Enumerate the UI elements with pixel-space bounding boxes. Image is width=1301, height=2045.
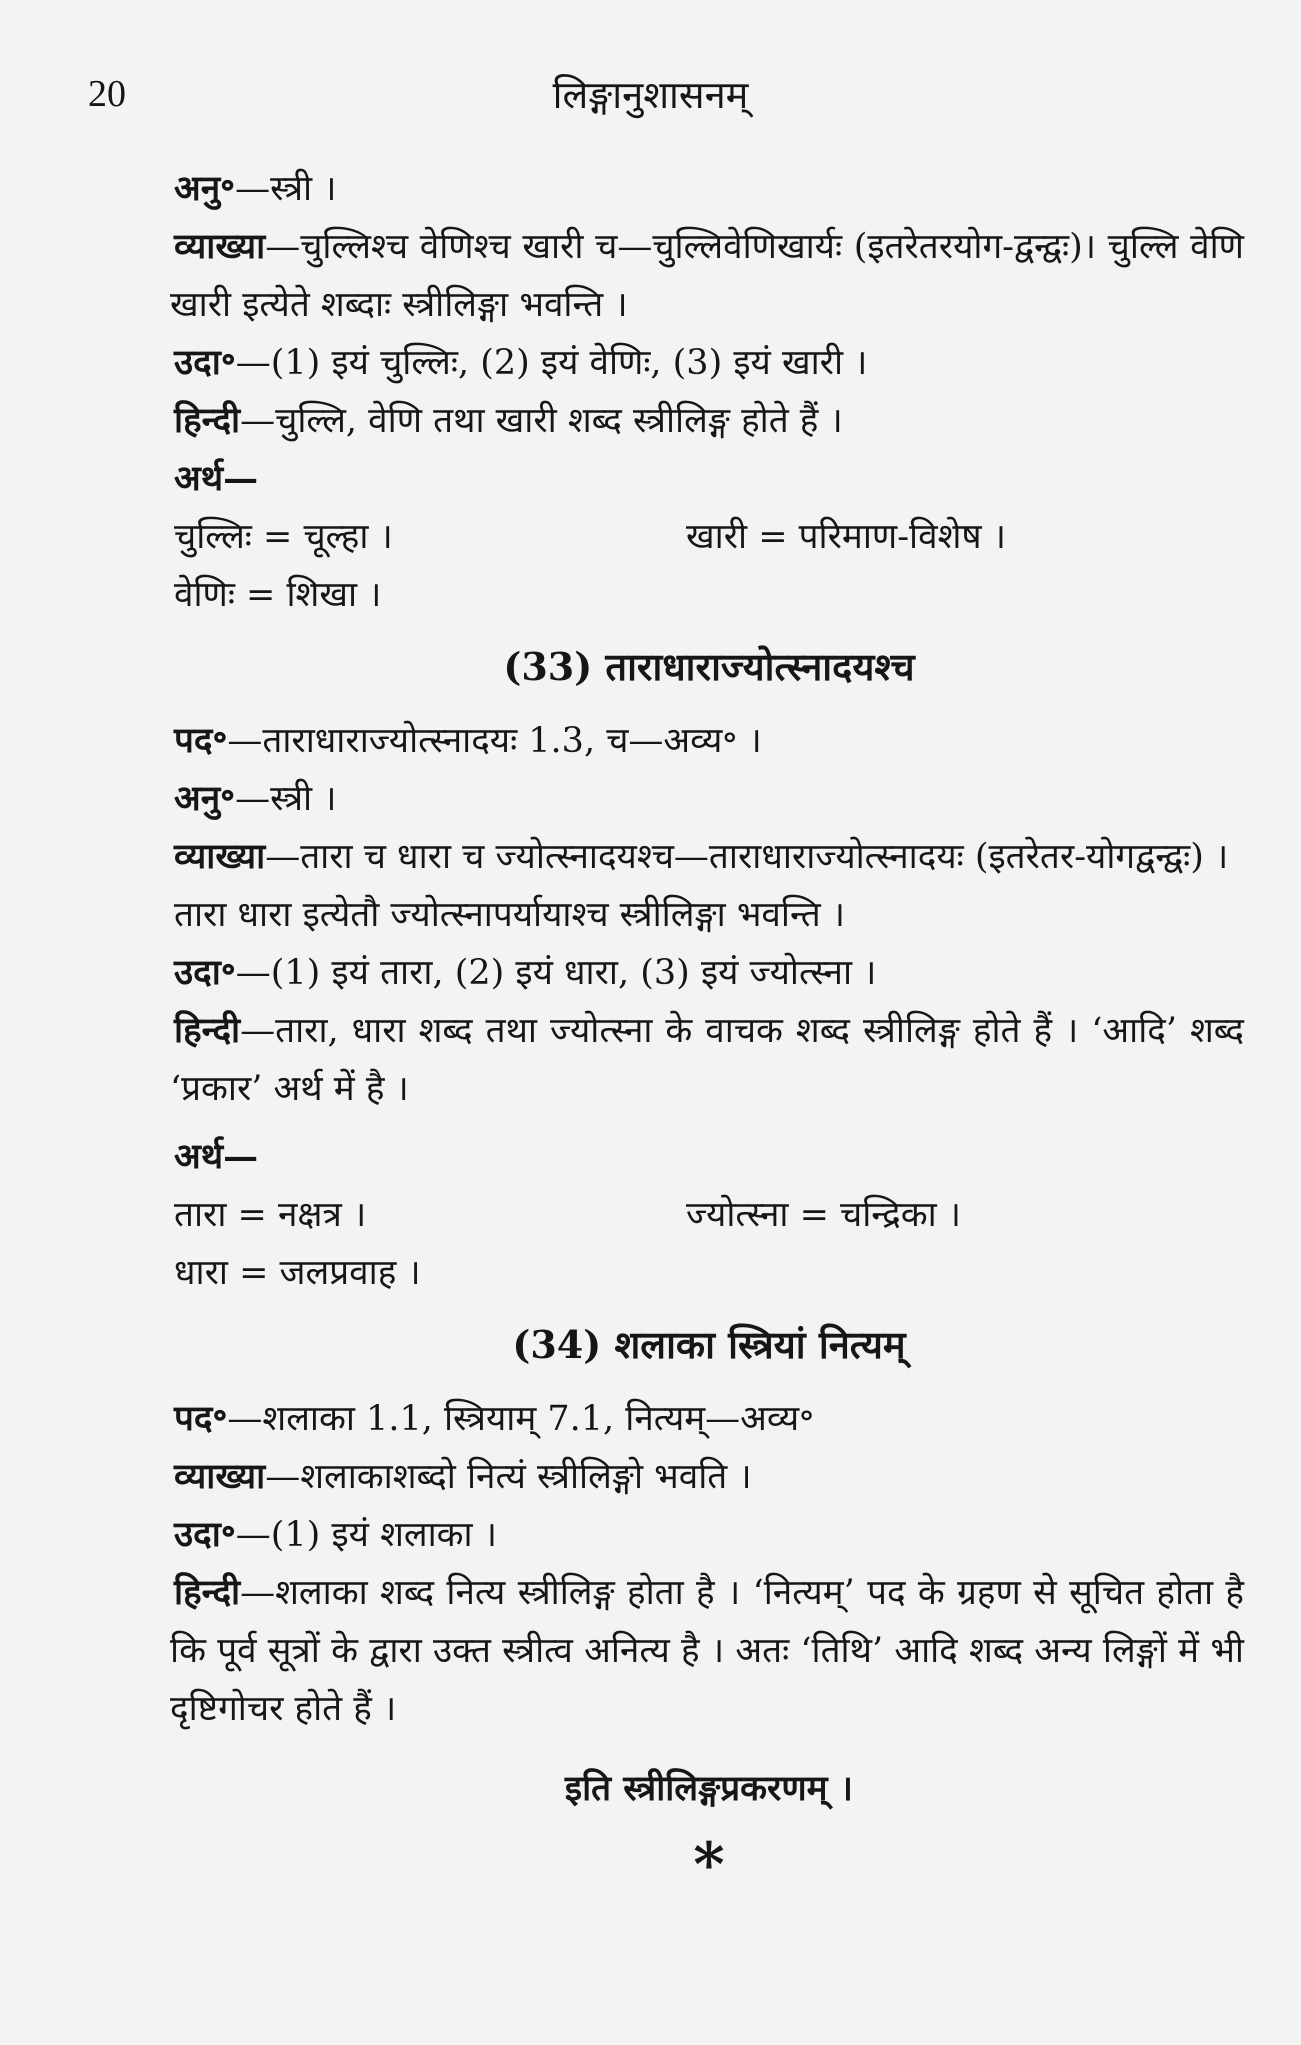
s32-uda: उदा॰—(1) इयं चुल्लिः, (2) इयं वेणिः, (3) इयं खारी । (174, 342, 868, 383)
s33-hindi: हिन्दी—तारा, धारा शब्द तथा ज्योत्स्ना के वाचक शब्द स्त्रीलिङ्ग होते हैं । ‘आदि’ शब्द ‘प्रकार’ अर्थ में है । (170, 1010, 1244, 1109)
section-end: इति स्त्रीलिङ्गप्रकरणम् । (564, 1768, 854, 1809)
meaning-row: धारा = जलप्रवाह । (174, 1253, 421, 1293)
vyakhya-label: व्याख्या (174, 226, 266, 267)
meaning-row: चुल्लिः = चूल्हा । खारी = परिमाण-विशेष । (174, 517, 1006, 557)
sutra-heading-34: (34) शलाका स्त्रियां नित्यम् (512, 1322, 906, 1367)
s32-hindi: हिन्दी—चुल्लि, वेणि तथा खारी शब्द स्त्रीलिङ्ग होते हैं । (174, 400, 843, 441)
pada-label: पद॰ (174, 1398, 228, 1439)
s34-hindi: हिन्दी—शलाका शब्द नित्य स्त्रीलिङ्ग होता है । ‘नित्यम्’ पद के ग्रहण से सूचित होता है कि पूर्व सूत्रों के द्वारा उक्त स्त्रीत्व अनित्य है । अतः ‘तिथि’ आदि शब्द अन्य लिङ्गों में भी दृष्टिगोचर होते हैं । (170, 1572, 1244, 1729)
sutra-heading-33: (33) ताराधाराज्योत्स्नादयश्च (503, 644, 915, 689)
page-body (170, 160, 1244, 1900)
vyakhya-label: व्याख्या (174, 1456, 266, 1497)
meaning-row: वेणिः = शिखा । (174, 575, 382, 615)
vyakhya-label: व्याख्या (174, 836, 266, 877)
s33-anu: अनु॰—स्त्री । (174, 778, 337, 819)
s32-anu: अनु॰—स्त्री । (174, 168, 337, 209)
s32-vyakhya: व्याख्या—चुल्लिश्च वेणिश्च खारी च—चुल्लिवेणिखार्यः (इतरेतरयोग-द्वन्द्वः)। चुल्लि वेणि खारी इत्येते शब्दाः स्त्रीलिङ्गा भवन्ति । (170, 226, 1244, 325)
s33-pada: पद॰—ताराधाराज्योत्स्नादयः 1.3, च—अव्य॰ । (174, 720, 762, 761)
anu-label: अनु॰ (174, 168, 236, 209)
hindi-label: हिन्दी (174, 1010, 241, 1051)
s33-artha-label: अर्थ— (174, 1136, 259, 1177)
s33-vyakhya: व्याख्या—तारा च धारा च ज्योत्स्नादयश्च—ताराधाराज्योत्स्नादयः (इतरेतर-योगद्वन्द्वः) । (174, 836, 1229, 877)
s33-uda: उदा॰—(1) इयं तारा, (2) इयं धारा, (3) इयं ज्योत्स्ना । (174, 952, 877, 993)
hindi-label: हिन्दी (174, 400, 241, 441)
uda-label: उदा॰ (174, 342, 236, 383)
running-title: लिङ्गानुशासनम् (552, 73, 749, 117)
uda-label: उदा॰ (174, 952, 236, 993)
s34-uda: उदा॰—(1) इयं शलाका । (174, 1514, 497, 1555)
meaning-row: तारा = नक्षत्र । ज्योत्स्ना = चन्द्रिका । (174, 1195, 962, 1235)
anu-label: अनु॰ (174, 778, 236, 819)
s34-pada: पद॰—शलाका 1.1, स्त्रियाम् 7.1, नित्यम्—अव्य॰ (174, 1398, 815, 1439)
pada-label: पद॰ (174, 720, 228, 761)
hindi-label: हिन्दी (174, 1572, 241, 1613)
asterisk-ornament: * (693, 1830, 725, 1900)
page-number: 20 (88, 73, 126, 115)
s32-artha-label: अर्थ— (174, 458, 259, 499)
uda-label: उदा॰ (174, 1514, 236, 1555)
s33-vyakhya-2: तारा धारा इत्येतौ ज्योत्स्नापर्यायाश्च स्त्रीलिङ्गा भवन्ति । (174, 895, 846, 935)
s34-vyakhya: व्याख्या—शलाकाशब्दो नित्यं स्त्रीलिङ्गो भवति । (174, 1456, 752, 1497)
